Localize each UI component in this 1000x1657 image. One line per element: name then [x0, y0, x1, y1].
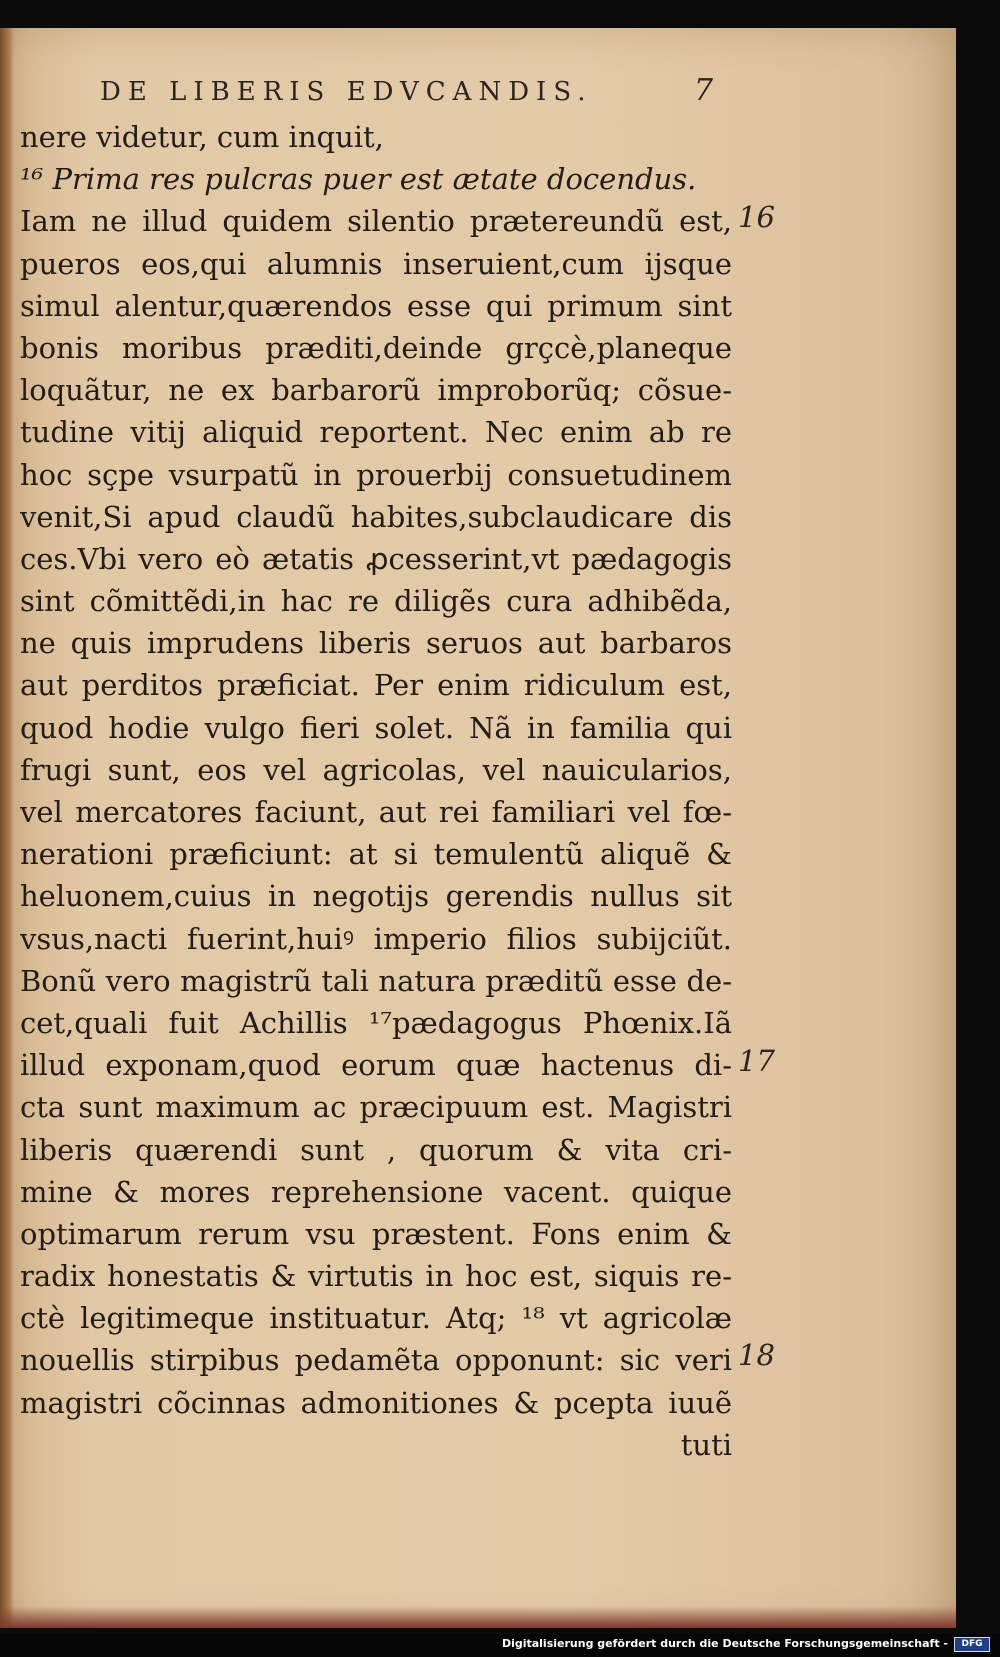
text-line: ctè legitimeque instituatur. Atq; ¹⁸ vt agricolæ	[20, 1301, 732, 1336]
text-line: pueros eos,qui alumnis inseruient,cum ijsque	[20, 246, 732, 281]
text-line: radix honestatis & virtutis in hoc est, siquis re-	[20, 1259, 732, 1294]
text-line: sint cõmittẽdi,in hac re diligẽs cura adhibẽda,	[20, 584, 732, 619]
text-line: nere videtur, cum inquit,	[20, 120, 384, 154]
text-line: ces.Vbi vero eò ætatis ꝓcesserint,vt pædagogis	[20, 541, 732, 576]
dfg-logo-icon	[954, 1637, 990, 1652]
margin-note-16: 16	[738, 200, 775, 234]
running-head: DE LIBERIS EDVCANDIS.	[100, 77, 593, 107]
text-line: bonis moribus præditi,deinde grçcè,planeque	[20, 330, 732, 365]
text-line: magistri cõcinnas admonitiones & pcepta iuuẽ	[20, 1385, 732, 1420]
text-line: cta sunt maximum ac præcipuum est. Magistri	[20, 1090, 732, 1125]
text-line: optimarum rerum vsu præstent. Fons enim &	[20, 1216, 732, 1251]
text-line: quod hodie vulgo fieri solet. Nã in familia qui	[20, 710, 732, 745]
text-line: heluonem,cuius in negotijs gerendis nullus sit	[20, 879, 732, 914]
text-line: mine & mores reprehensione vacent. quique	[20, 1174, 732, 1209]
page-spine-edge	[0, 28, 14, 1628]
text-line-quotation: ¹⁶ Prima res pulcras puer est ætate docendus.	[20, 162, 697, 197]
footer-bar	[0, 1634, 1000, 1657]
text-line: vel mercatores faciunt, aut rei familiari vel fœ-	[20, 795, 732, 829]
body-text	[20, 116, 732, 1466]
text-line: aut perditos præficiat. Per enim ridiculum est,	[20, 668, 732, 703]
text-line: Bonũ vero magistrũ tali natura præditũ esse de-	[20, 963, 732, 998]
text-line: frugi sunt, eos vel agricolas, vel nauicularios,	[20, 752, 732, 787]
catchword: tuti	[680, 1427, 732, 1462]
margin-note-18: 18	[738, 1338, 775, 1372]
page-bottom-edge	[0, 1606, 956, 1628]
text-line: Iam ne illud quidem silentio prætereundũ est,	[20, 204, 732, 239]
text-line: cet,quali fuit Achillis ¹⁷pædagogus Phœnix.Iã	[20, 1005, 732, 1040]
text-line: vsus,nacti fuerint,huiꝰ imperio filios subijciũt.	[20, 921, 732, 956]
margin-note-17: 17	[738, 1044, 775, 1078]
text-line: simul alentur,quærendos esse qui primum sint	[20, 288, 732, 323]
text-line: loquãtur, ne ex barbarorũ improborũq; cõsue-	[20, 373, 732, 408]
dfg-logo-text: DFG	[961, 1639, 983, 1649]
text-line: nouellis stirpibus pedamẽta opponunt: sic veri	[20, 1343, 732, 1378]
text-line: nerationi præficiunt: at si temulentũ aliquẽ &	[20, 837, 732, 872]
text-line: illud exponam,quod eorum quæ hactenus di-	[20, 1048, 732, 1083]
text-line: venit,Si apud claudũ habites,subclaudicare dis	[20, 499, 732, 534]
text-line: ne quis imprudens liberis seruos aut barbaros	[20, 626, 732, 661]
text-line: tudine vitij aliquid reportent. Nec enim ab re	[20, 415, 732, 450]
text-line: hoc sçpe vsurpatũ in prouerbij consuetudinem	[20, 457, 732, 492]
page-number: 7	[694, 73, 714, 108]
funding-credit: Digitalisierung gefördert durch die Deutsche Forschungsgemeinschaft -	[501, 1637, 948, 1650]
text-line: liberis quærendi sunt , quorum & vita cri-	[20, 1132, 732, 1167]
book-page	[0, 28, 956, 1628]
